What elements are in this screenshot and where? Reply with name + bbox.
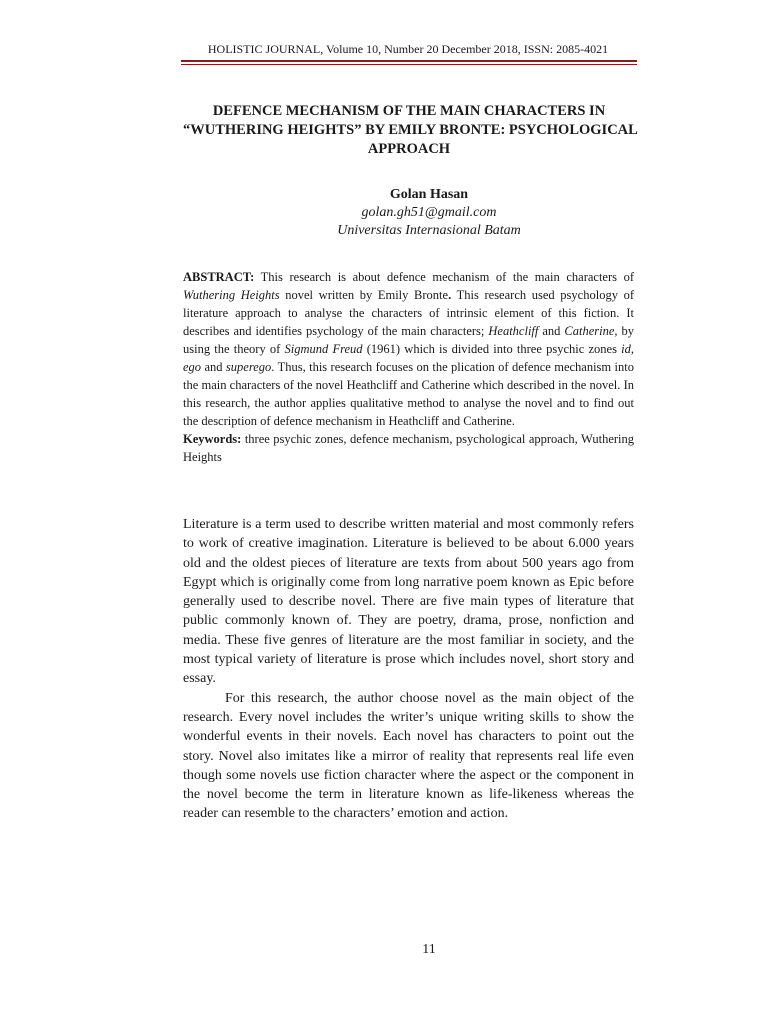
page-number: 11: [422, 942, 436, 957]
header-rule-thin: [181, 64, 637, 65]
body-paragraph-2: For this research, the author choose novel as the main object of the research. Every novel includes the writer’s unique writing skills to show the wonderful events in their novels. Each novel has characters to point out the story. Novel also imitates like a mirror of reality that represents real life even though some novels use fiction character where the aspect or the component in the novel become the term in literature known as life-likeness whereas the reader can resemble to the characters’ emotion and action.: [183, 690, 634, 822]
abstract-catherine: Catherine,: [564, 324, 618, 338]
author-affiliation: Universitas Internasional Batam: [337, 223, 521, 238]
abstract-text-5: (1961) which is divided into three psychic zones: [362, 342, 622, 356]
abstract-text-2: novel written by Emily Bronte: [279, 288, 449, 302]
abstract-label: ABSTRACT:: [183, 270, 255, 284]
keywords-label: Keywords:: [183, 432, 242, 446]
title-line-1: DEFENCE MECHANISM OF THE MAIN CHARACTERS IN: [212, 103, 606, 119]
author-block: [183, 186, 675, 240]
title-line-3: APPROACH: [367, 141, 451, 157]
abstract-text-6: . Thus, this research focuses on the plication of defence mechanism into the main characters of the novel Heathcliff and Catherine which described in the novel. In this research, the author applies qualitative method to analyse the novel and to find out the description of defence mechanism in Heathcliff and Catherine.: [183, 360, 634, 428]
keywords-text: three psychic zones, defence mechanism, psychological approach, Wuthering Heights: [183, 432, 634, 464]
abstract-text-2b: .: [448, 288, 452, 302]
keywords-paragraph: [183, 430, 634, 466]
title-line-2: “WUTHERING HEIGHTS” BY EMILY BRONTE: PSYCHOLOGICAL: [183, 122, 638, 138]
journal-header: HOLISTIC JOURNAL, Volume 10, Number 20 December 2018, ISSN: 2085-4021: [207, 42, 609, 56]
abstract-heathcliff: Heathcliff: [488, 324, 539, 338]
abstract-novel-title: Wuthering Heights: [183, 288, 280, 302]
abstract-freud: Sigmund Freud: [284, 342, 363, 356]
author-email: golan.gh51@gmail.com: [361, 205, 497, 220]
abstract-text-4: by using the theory of: [183, 324, 634, 356]
abstract-superego: superego: [225, 360, 272, 374]
abstract-text-1: This research is about defence mechanism of the main characters of: [254, 270, 634, 284]
abstract: [183, 268, 634, 466]
abstract-and-2: and: [201, 360, 226, 374]
abstract-text-3: This research used psychology of literature approach to analyse the characters of intrinsic element of this fiction. It describes and identifies psychology of the main characters;: [183, 288, 634, 338]
abstract-paragraph: [183, 268, 634, 430]
author-name: Golan Hasan: [389, 187, 469, 202]
header-rule-thick: [181, 60, 637, 62]
paper-title: [183, 102, 638, 159]
abstract-zones: id, ego: [183, 342, 634, 374]
abstract-and-1: and: [538, 324, 565, 338]
body-paragraph-1: Literature is a term used to describe written material and most commonly refers to work of creative imagination. Literature is believed to be about 6.000 years old and the oldest pieces of literature are texts from about 500 years ago from Egypt which is originally come from long narrative poem known as Epic before generally used to describe novel. There are five main types of literature that public commonly known of. They are poetry, drama, prose, nonfiction and media. These five genres of literature are the most familiar in society, and the most typical variety of literature is prose which includes novel, short story and essay.: [183, 517, 634, 687]
body-text: [183, 515, 634, 824]
